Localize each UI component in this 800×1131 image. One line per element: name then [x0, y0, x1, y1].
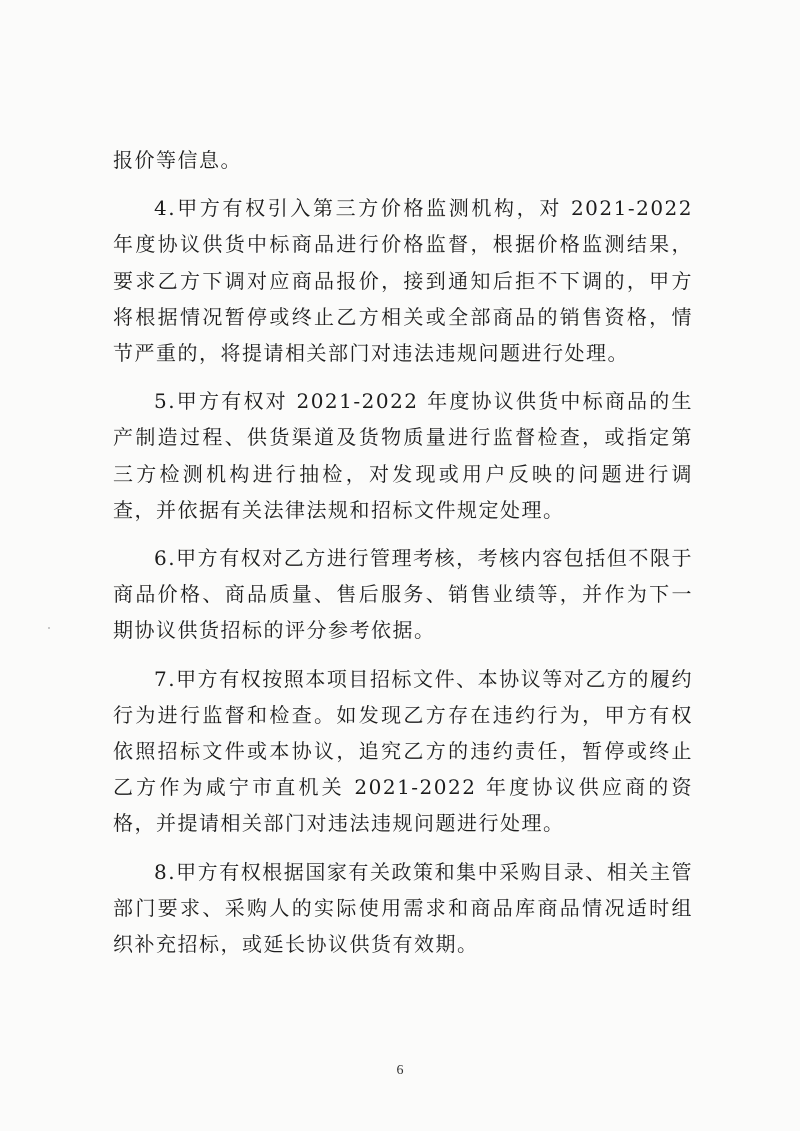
scan-speck [48, 627, 50, 629]
paragraph-continuation: 报价等信息。 [113, 148, 242, 172]
paragraph-item-6: 6.甲方有权对乙方进行管理考核，考核内容包括但不限于商品价格、商品质量、售后服务、销售业绩等，并作为下一期协议供货招标的评分参考依据。 [113, 546, 693, 643]
page-number: 6 [396, 1063, 404, 1078]
paragraph-item-8: 8.甲方有权根据国家有关政策和集中采购目录、相关主管部门要求、采购人的实际使用需求和商品库商品情况适时组织补充招标，或延长协议供货有效期。 [113, 859, 693, 957]
document-body [113, 142, 693, 962]
paragraph-item-5: 5.甲方有权对 2021-2022 年度协议供货中标商品的生产制造过程、供货渠道及货物质量进行监督检查，或指定第三方检测机构进行抽检，对发现或用户反映的问题进行调查，并依据有关法律法规和招标文件规定处理。 [113, 389, 693, 522]
paragraph-item-7: 7.甲方有权按照本项目招标文件、本协议等对乙方的履约行为进行监督和检查。如发现乙方存在违约行为，甲方有权依照招标文件或本协议，追究乙方的违约责任，暂停或终止乙方作为咸宁市直机关 2021-2022 年度协议供应商的资格，并提请相关部门对违法违规问题进行处理。 [113, 666, 693, 836]
paragraph-item-4: 4.甲方有权引入第三方价格监测机构，对 2021-2022 年度协议供货中标商品进行价格监督，根据价格监测结果，要求乙方下调对应商品报价，接到通知后拒不下调的，甲方将根据情况暂停或终止乙方相关或全部商品的销售资格，情节严重的，将提请相关部门对违法违规问题进行处理。 [113, 196, 693, 366]
